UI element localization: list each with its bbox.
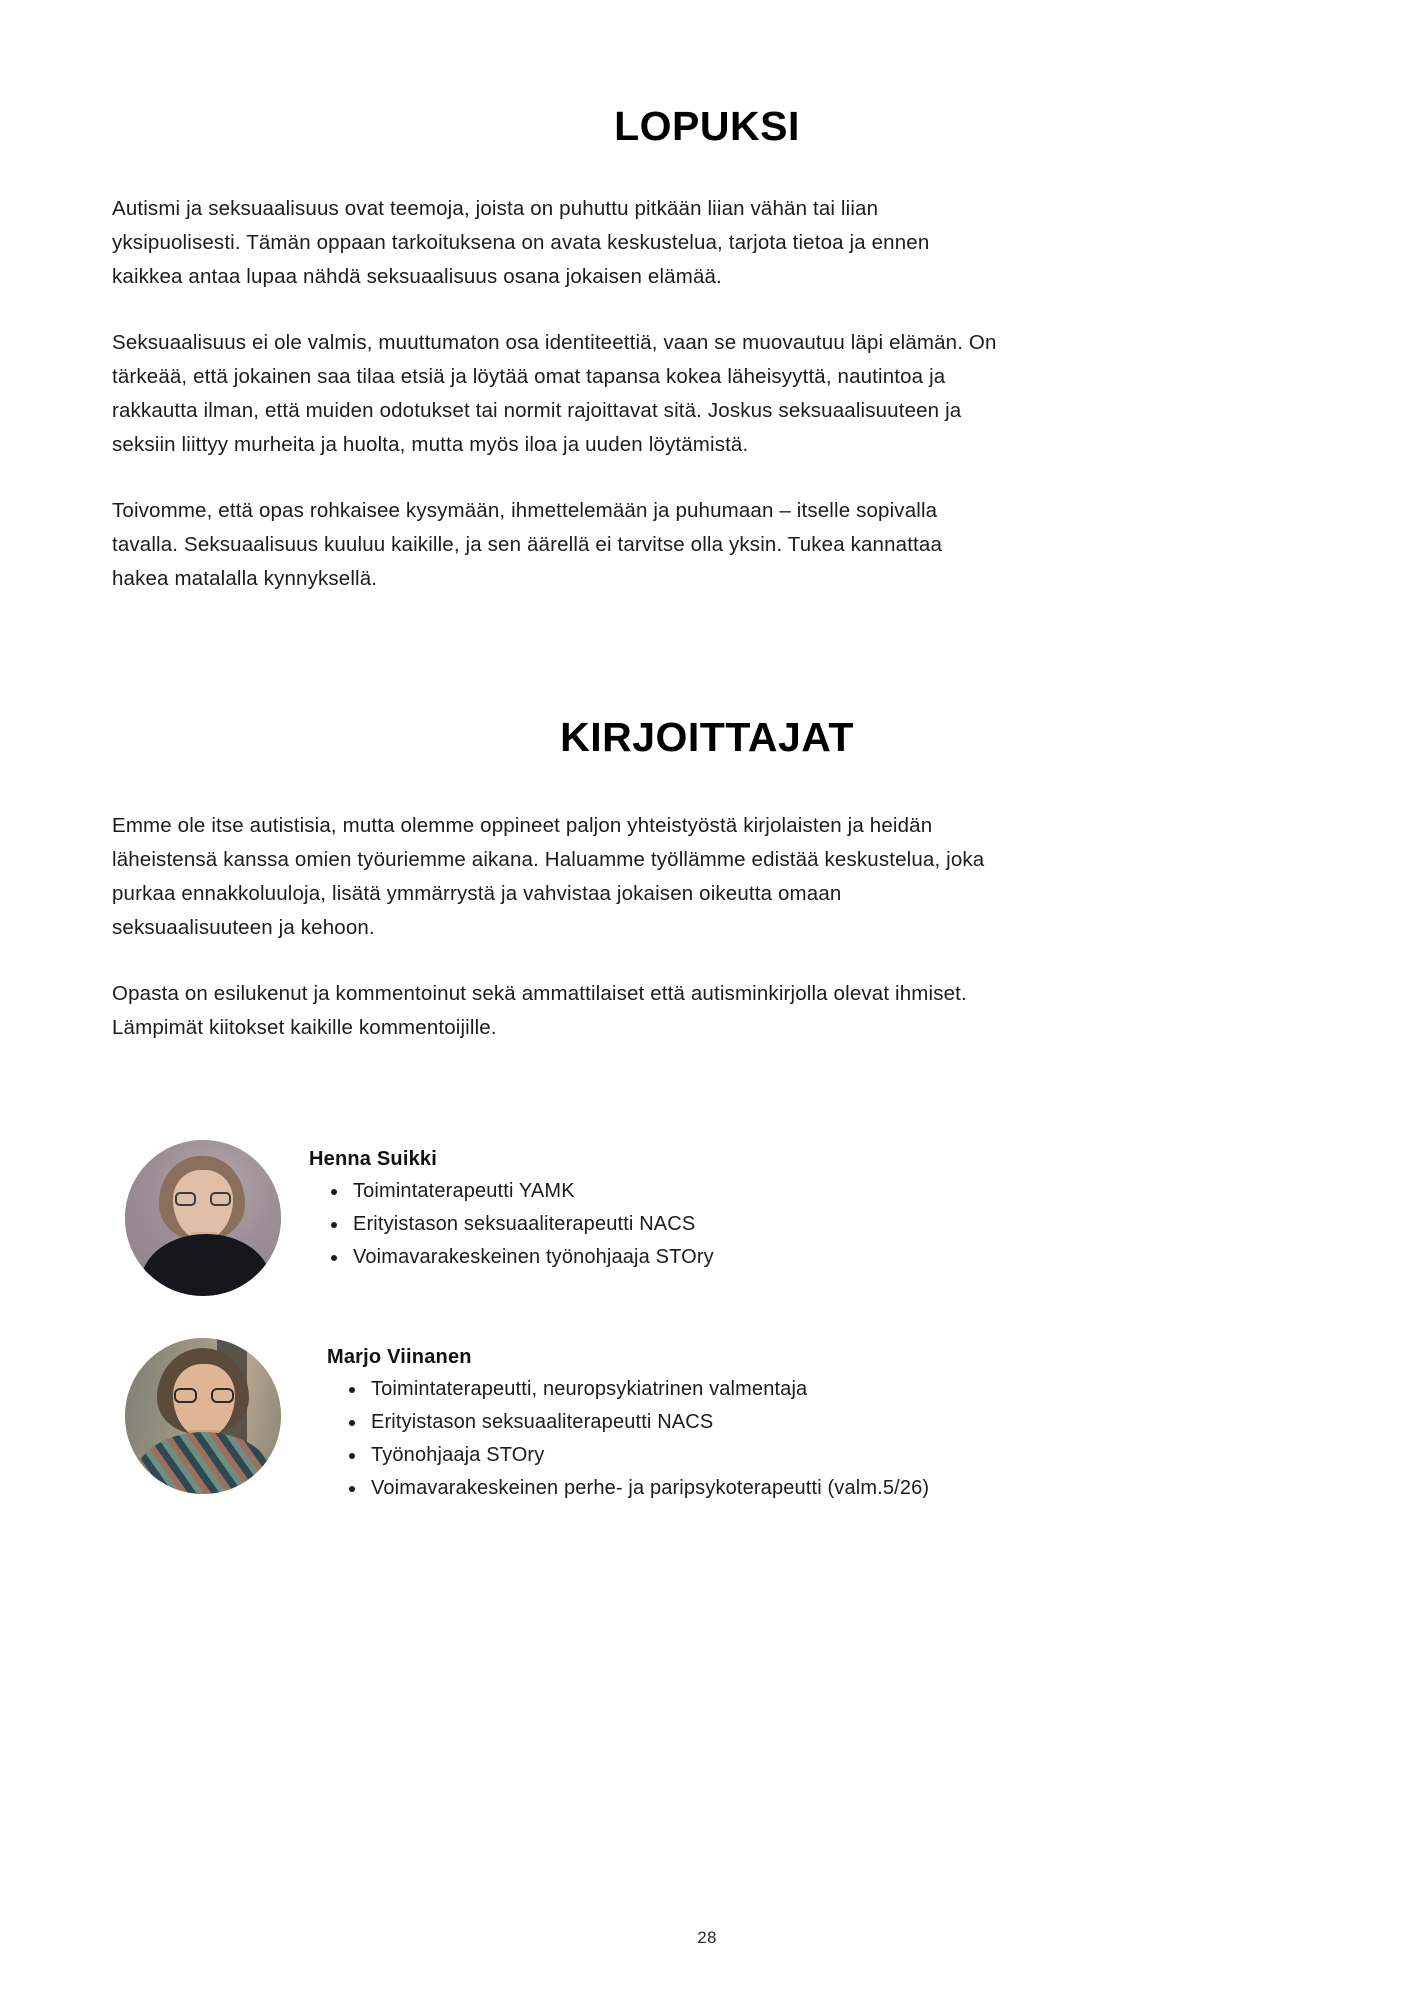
author-name: Marjo Viinanen [327, 1346, 472, 1368]
author-details [309, 1338, 1112, 1505]
paragraph: Opasta on esilukenut ja kommentoinut sekä ammattilaiset että autisminkirjolla olevat ihmiset. Lämpimät kiitokset kaikille kommentoijille. [112, 982, 967, 1039]
paragraph: Toivomme, että opas rohkaisee kysymään, ihmettelemään ja puhumaan – itselle sopivalla tavalla. Seksuaalisuus kuuluu kaikille, ja sen äärellä ei tarvitse olla yksin. Tukea kannattaa hakea matalalla kynnyksellä. [112, 499, 942, 590]
list-item: Toimintaterapeutti, neuropsykiatrinen valmentaja [371, 1373, 1112, 1406]
list-item: Erityistason seksuaaliterapeutti NACS [353, 1208, 1112, 1241]
page-title-lopuksi: LOPUKSI [614, 103, 800, 149]
list-item: Toimintaterapeutti YAMK [353, 1175, 1112, 1208]
author-portrait-image [125, 1338, 281, 1494]
section-spacer [112, 596, 1302, 714]
authors-spacer [112, 1045, 1302, 1140]
avatar [125, 1338, 281, 1494]
heading-spacer [112, 761, 1302, 809]
page-content [112, 0, 1302, 1505]
paragraph: Emme ole itse autistisia, mutta olemme oppineet paljon yhteistyöstä kirjolaisten ja heidän läheistensä kanssa omien työuriemme aikana. Haluamme työllämme edistää keskustelua, joka purkaa ennakkoluuloja, lisätä ymmärrystä ja vahvistaa jokaisen oikeutta omaan seksuaalisuuteen ja kehoon. [112, 814, 985, 939]
kirjoittajat-body [112, 809, 1002, 1045]
glasses-icon [175, 1192, 231, 1207]
author-credentials-list [309, 1373, 1112, 1505]
author-spacer [112, 1296, 1302, 1338]
glasses-icon [174, 1388, 234, 1404]
author-card [112, 1338, 1112, 1505]
page-title-kirjoittajat: KIRJOITTAJAT [560, 714, 854, 760]
list-item: Työnohjaaja STOry [371, 1439, 1112, 1472]
paragraph: Autismi ja seksuaalisuus ovat teemoja, joista on puhuttu pitkään liian vähän tai liian yksipuolisesti. Tämän oppaan tarkoituksena on avata keskustelua, tarjota tietoa ja ennen kaikkea antaa lupaa nähdä seksuaalisuus osana jokaisen elämää. [112, 197, 930, 288]
list-item: Voimavarakeskeinen perhe- ja paripsykoterapeutti (valm.5/26) [371, 1472, 1112, 1505]
author-card [112, 1140, 1112, 1296]
author-credentials-list [309, 1175, 1112, 1274]
paragraph: Seksuaalisuus ei ole valmis, muuttumaton osa identiteettiä, vaan se muovautuu läpi elämän. On tärkeää, että jokainen saa tilaa etsiä ja löytää omat tapansa kokea läheisyyttä, nautintoa ja rakkautta ilman, että muiden odotukset tai normit rajoittavat sitä. Joskus seksuaalisuuteen ja seksiin liittyy murheita ja huolta, mutta myös iloa ja uuden löytämistä. [112, 331, 997, 456]
page-number: 28 [697, 1928, 717, 1947]
author-portrait-image [125, 1140, 281, 1296]
author-details [309, 1140, 1112, 1274]
list-item: Erityistason seksuaaliterapeutti NACS [371, 1406, 1112, 1439]
author-name: Henna Suikki [309, 1148, 437, 1170]
avatar [125, 1140, 281, 1296]
lopuksi-body [112, 192, 1002, 596]
list-item: Voimavarakeskeinen työnohjaaja STOry [353, 1241, 1112, 1274]
